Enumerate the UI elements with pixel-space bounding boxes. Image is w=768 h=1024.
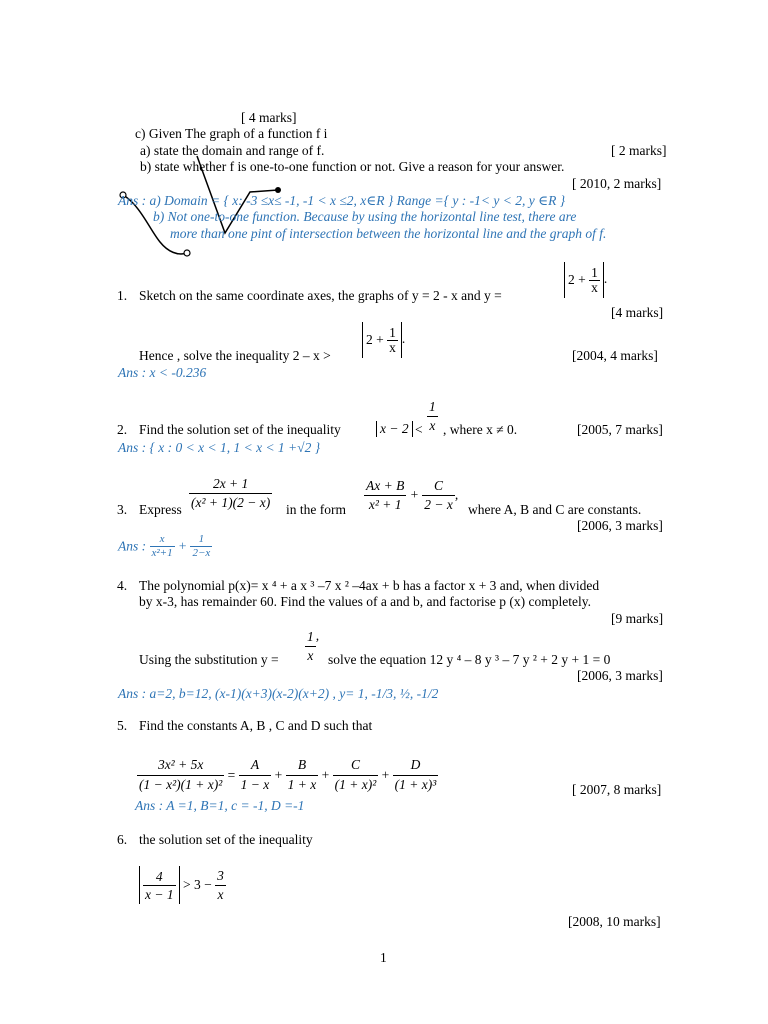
q2-answer: Ans : { x : 0 < x < 1, 1 < x < 1 +√2 } bbox=[118, 440, 321, 455]
page-number: 1 bbox=[380, 950, 387, 965]
q3-answer: Ans : $\frac{x}{\text{x²+1}}$ + $\frac{1}{2-x}$ bbox=[118, 533, 211, 560]
q2-less-than: < bbox=[415, 422, 423, 437]
q2-where: , where x ≠ 0. bbox=[443, 422, 518, 437]
q5-year: [ 2007, 8 marks] bbox=[572, 782, 662, 797]
q5-answer: Ans : A =1, B=1, c = -1, D =-1 bbox=[135, 798, 305, 813]
q4-substitution-fraction: $\frac{1}{x}$ , bbox=[307, 628, 320, 663]
q1-hence: Hence , solve the inequality 2 – x > bbox=[139, 348, 331, 363]
q3-where: where A, B and C are constants. bbox=[468, 502, 642, 517]
intro-part-a: a) state the domain and range of f. bbox=[140, 143, 325, 158]
q1-year: [2004, 4 marks] bbox=[572, 348, 658, 363]
q4-line2: by x-3, has remainder 60. Find the values of a and b, and factorise p (x) completely. bbox=[139, 594, 591, 609]
q2-number: 2. bbox=[117, 422, 128, 437]
q4-number: 4. bbox=[117, 578, 128, 593]
q3-express: Express bbox=[139, 502, 182, 517]
q6-year: [2008, 10 marks] bbox=[568, 914, 661, 929]
q3-year: [2006, 3 marks] bbox=[577, 518, 663, 533]
intro-marks: [ 4 marks] bbox=[241, 110, 297, 125]
sketch-open-point-bottom bbox=[184, 250, 190, 256]
q6-number: 6. bbox=[117, 832, 128, 847]
q4-solve-equation: solve the equation 12 y ⁴ – 8 y ³ – 7 y ² + 2 y + 1 = 0 bbox=[328, 652, 611, 667]
intro-answer-a: Ans : a) Domain = { x: -3 ≤x≤ -1, -1 < x ≤2, x∈R } Range ={ y : -1< y < 2, y ∈R } bbox=[118, 193, 566, 208]
q4-marks: [9 marks] bbox=[611, 611, 664, 626]
q1-marks: [4 marks] bbox=[611, 305, 664, 320]
q6-text: the solution set of the inequality bbox=[139, 832, 313, 847]
q4-answer: Ans : a=2, b=12, (x-1)(x+3)(x-2)(x+2) , y= 1, -1/3, ½, -1/2 bbox=[118, 686, 439, 701]
q2-text: Find the solution set of the inequality bbox=[139, 422, 341, 437]
q3-number: 3. bbox=[117, 502, 128, 517]
q1-hence-abs-expression: 2 + $\frac{1}{x}$ . bbox=[362, 322, 405, 358]
q5-text: Find the constants A, B , C and D such that bbox=[139, 718, 373, 733]
intro-answer-b2: more than one pint of intersection between the horizontal line and the graph of f. bbox=[170, 226, 607, 241]
q1-abs-expression: 2 + $\frac{1}{x}$ . bbox=[564, 262, 607, 298]
intro-question-c: c) Given The graph of a function f i bbox=[135, 126, 328, 141]
intro-part-a-marks: [ 2 marks] bbox=[611, 143, 667, 158]
q2-abs-expression: x − 2 bbox=[376, 420, 413, 437]
q4-year: [2006, 3 marks] bbox=[577, 668, 663, 683]
q4-line1: The polynomial p(x)= x ⁴ + a x ³ –7 x ² –4ax + b has a factor x + 3 and, when divided bbox=[139, 578, 600, 593]
q2-year: [2005, 7 marks] bbox=[577, 422, 663, 437]
intro-answer-b1: b) Not one-to-one function. Because by using the horizontal line test, there are bbox=[153, 209, 577, 224]
q3-in-form: in the form bbox=[286, 502, 346, 517]
q5-equation: $\frac{\text{3x² + 5x}}{\text{(1 − x²)(1 + x)²}}$ = $\frac{A}{1 - x}$ + $\frac{B}{1 + x}$ + $\frac{C}{\text{(1 + x)²}}$ + $\frac{D}{\text{(1 + x)³}}$ bbox=[139, 757, 437, 792]
q6-inequality: $\frac{4}{x - 1}$ > 3 − $\frac{3}{x}$ bbox=[139, 866, 226, 904]
intro-year: [ 2010, 2 marks] bbox=[572, 176, 662, 191]
q1-number: 1. bbox=[117, 288, 128, 303]
q1-text: Sketch on the same coordinate axes, the graphs of y = 2 - x and y = bbox=[139, 288, 502, 303]
intro-part-b: b) state whether f is one-to-one function or not. Give a reason for your answer. bbox=[140, 159, 565, 174]
q3-expression: $\frac{2x + 1}{\text{(x² + 1)(2 − x)}}$ bbox=[191, 476, 271, 511]
q1-answer: Ans : x < -0.236 bbox=[118, 365, 207, 380]
q4-substitution-text: Using the substitution y = bbox=[139, 652, 279, 667]
q2-fraction: $\frac{1}{x}$ bbox=[429, 399, 436, 433]
q3-target-form: $\frac{Ax + B}{\text{x² + 1}}$ + $\frac{C}{2 - x}$ , bbox=[366, 478, 459, 513]
q5-number: 5. bbox=[117, 718, 128, 733]
